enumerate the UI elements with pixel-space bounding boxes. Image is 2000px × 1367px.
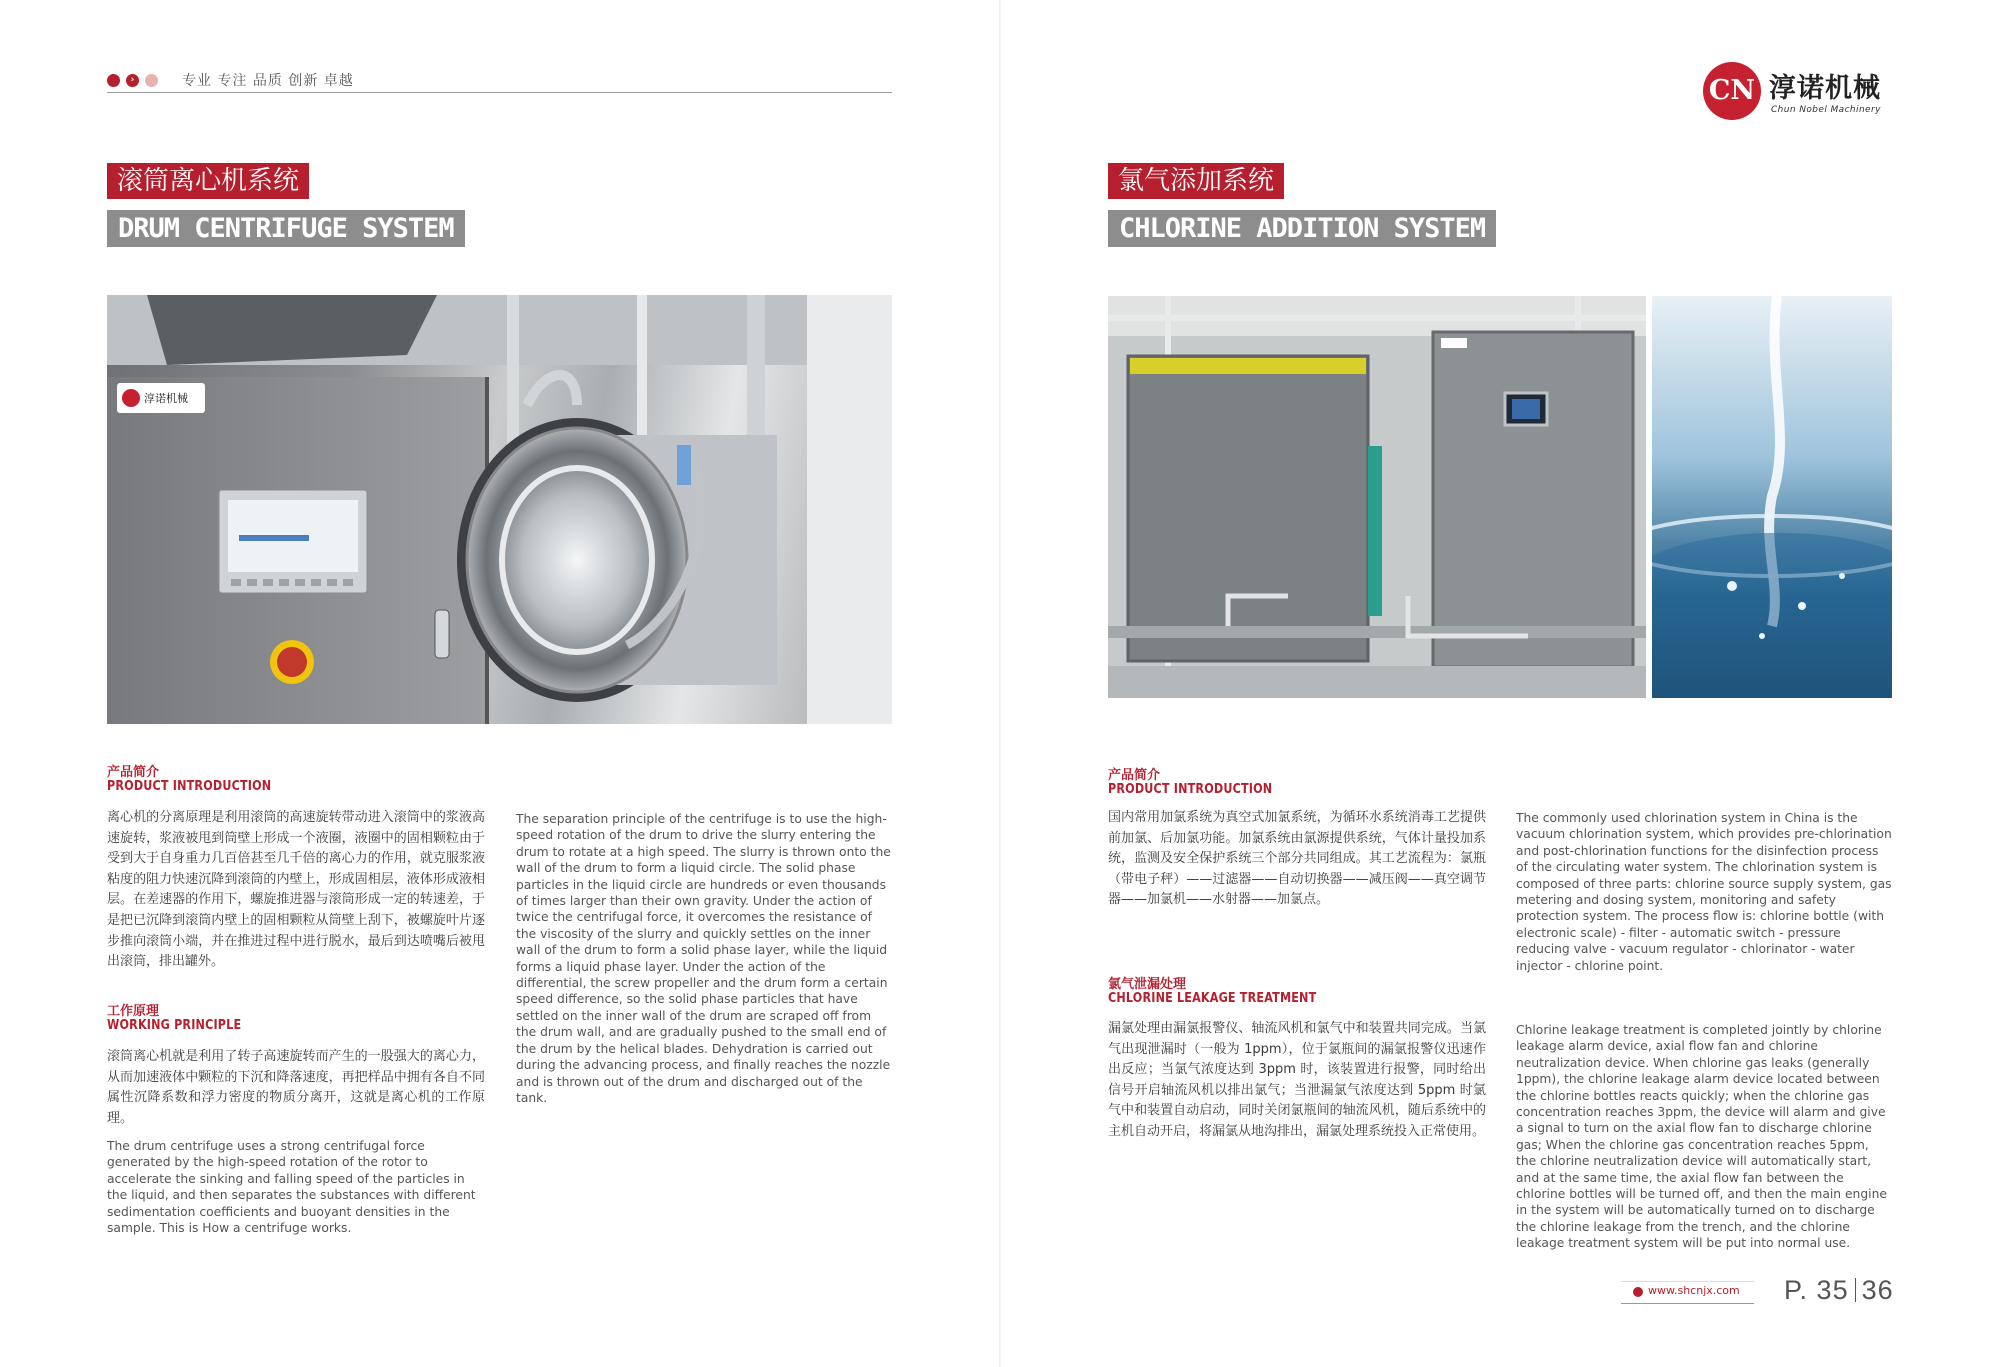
header-tagline: 专业 专注 品质 创新 卓越 [182, 73, 354, 89]
left-intro-body-cn: 离心机的分离原理是利用滚筒的高速旋转带动进入滚筒中的浆液高速旋转，浆液被甩到筒壁上形成一个液圈，液圈中的固相颗粒由于受到大于自身重力几百倍甚至几千倍的离心力的作用，就克服浆液粘度的阻力快速沉降到滚筒的内壁上，形成固相层，液体形成液相层。在差速器的作用下，螺旋推进器与滚筒形成一定的转速差，于是把已沉降到滚筒内壁上的固相颗粒从筒壁上刮下，被螺旋叶片逐步推向滚筒小端，并在推进过程中进行脱水，最后到达喷嘴后被甩出滚筒，排出罐外。 [107, 810, 485, 970]
photo-brand-label: 淳诺机械 [144, 392, 188, 405]
company-logo [1703, 62, 1893, 126]
page-number [1784, 1275, 1894, 1306]
pink-dot-icon [145, 74, 158, 87]
page-number-right: 36 [1861, 1275, 1894, 1305]
right-title-cn: 氯气添加系统 [1108, 163, 1284, 199]
left-principle-body-en: The drum centrifuge uses a strong centrifugal force generated by the high-speed rotation of the rotor to accelerate the sinking and falling speed of the particles in the liquid, and then separates the substances with different sedimentation coefficients and buoyant densities in the sample. This is How a centrifuge works. [107, 1139, 476, 1236]
water-splash-photo [1652, 296, 1892, 698]
header-dots [107, 74, 158, 87]
header-divider [107, 92, 892, 93]
drum-centrifuge-photo [107, 295, 892, 724]
arrow-dot-icon: › [126, 74, 139, 87]
right-leakage-head-en: CHLORINE LEAKAGE TREATMENT [1108, 991, 1317, 1006]
website-url: www.shcnjx.com [1648, 1284, 1740, 1297]
logo-name-cn: 淳诺机械 [1769, 73, 1881, 104]
page-number-left: 35 [1816, 1275, 1849, 1305]
left-intro-body-en: The separation principle of the centrifuge is to use the high-speed rotation of the drum to drive the slurry entering the drum to rotate at a high speed. The slurry is thrown onto the wall of the drum to form a liquid circle. The solid phase particles in the liquid circle are hundreds or even thousands of times larger than their own gravity. Under the action of twice the centrifugal force, it overcomes the resistance of the viscosity of the slurry and quickly settles on the inner wall of the drum to form a solid phase layer, while the liquid forms a liquid phase layer. Under the action of the differential, the screw propeller and the drum form a certain speed difference, so the solid phase particles that have settled on the inner wall of the drum are scraped off from the drum wall, and are gradually pushed to the small end of the drum by the helical blades. Dehydration is carried out during the advancing process, and finally reaches the nozzle and is thrown out of the drum and discharged out of the tank. [516, 812, 891, 1105]
right-leakage-body-cn: 漏氯处理由漏氯报警仪、轴流风机和氯气中和装置共同完成。当氯气出现泄漏时（一般为 1ppm），位于氯瓶间的漏氯报警仪迅速作出反应；当氯气浓度达到 3ppm 时，该装置进行报警，同时给出信号开启轴流风机以排出氯气；当泄漏氯气浓度达到 5ppm 时氯气中和装置自动启动，同时关闭氯瓶间的轴流风机，随后系统中的主机自动开启，将漏氯从地沟排出，漏氯处理系统投入正常使用。 [1108, 1021, 1486, 1139]
page-prefix: P. [1784, 1275, 1809, 1305]
page-spine [999, 0, 1001, 1367]
left-intro-head-cn: 产品简介 [107, 765, 160, 780]
left-intro-head-en: PRODUCT INTRODUCTION [107, 779, 272, 794]
website-link[interactable] [1621, 1281, 1754, 1304]
right-leakage-head-cn: 氯气泄漏处理 [1108, 977, 1187, 992]
right-intro-body-cn: 国内常用加氯系统为真空式加氯系统，为循环水系统消毒工艺提供前加氯、后加氯功能。加氯系统由氯源提供系统，气体计量投加系统，监测及安全保护系统三个部分共同组成。其工艺流程为：氯瓶（带电子秤）——过滤器——自动切换器——减压阀——真空调节器——加氯机——水射器——加氯点。 [1108, 810, 1486, 908]
left-principle-head-cn: 工作原理 [107, 1004, 160, 1019]
right-intro-head-cn: 产品简介 [1108, 768, 1161, 783]
left-title-en: DRUM CENTRIFUGE SYSTEM [107, 210, 465, 247]
left-principle-head-en: WORKING PRINCIPLE [107, 1018, 242, 1033]
right-intro-head-en: PRODUCT INTRODUCTION [1108, 782, 1273, 797]
chlorine-system-photo [1108, 296, 1646, 698]
red-dot-icon [107, 74, 120, 87]
logo-badge-icon: CN [1703, 62, 1761, 120]
logo-name-en: Chun Nobel Machinery [1771, 105, 1881, 115]
right-title-en: CHLORINE ADDITION SYSTEM [1108, 210, 1496, 247]
water-glass-illustration [1652, 296, 1892, 698]
page-number-divider [1855, 1278, 1856, 1302]
drum-centrifuge-illustration [107, 295, 892, 724]
globe-icon [1633, 1287, 1643, 1297]
right-intro-body-en: The commonly used chlorination system in China is the vacuum chlorination system, which provides pre-chlorination and post-chlorination functions for the disinfection process of the circulating water system. The chlorination system is composed of three parts: chlorine source supply system, gas metering and dosing system, monitoring and safety protection system. The process flow is: chlorine bottle (with electronic scale) - filter - automatic switch - pressure reducing valve - vacuum regulator - chlorinator - water injector - chlorine point. [1516, 811, 1892, 973]
chlorine-system-illustration [1108, 296, 1646, 698]
left-title-cn: 滚筒离心机系统 [107, 163, 309, 199]
left-principle-body-cn: 滚筒离心机就是利用了转子高速旋转而产生的一股强大的离心力，从而加速液体中颗粒的下沉和降落速度，再把样品中拥有各自不同属性沉降系数和浮力密度的物质分离开，这就是离心机的工作原理。 [107, 1049, 485, 1126]
right-leakage-body-en: Chlorine leakage treatment is completed jointly by chlorine leakage alarm device, axial flow fan and chlorine neutralization device. When chlorine gas leaks (generally 1ppm), the chlorine leakage alarm device located between the chlorine bottles reacts quickly; when the chlorine gas concentration reaches 3ppm, the device will alarm and give a signal to turn on the axial flow fan to discharge chlorine gas; When the chlorine gas concentration reaches 5ppm, the chlorine neutralization device will automatically start, and at the same time, the axial flow fan between the chlorine bottles will be turned off, and then the main engine in the system will be automatically turned on to discharge the chlorine leakage from the trench, and the chlorine leakage treatment system will be put into normal use. [1516, 1023, 1887, 1251]
